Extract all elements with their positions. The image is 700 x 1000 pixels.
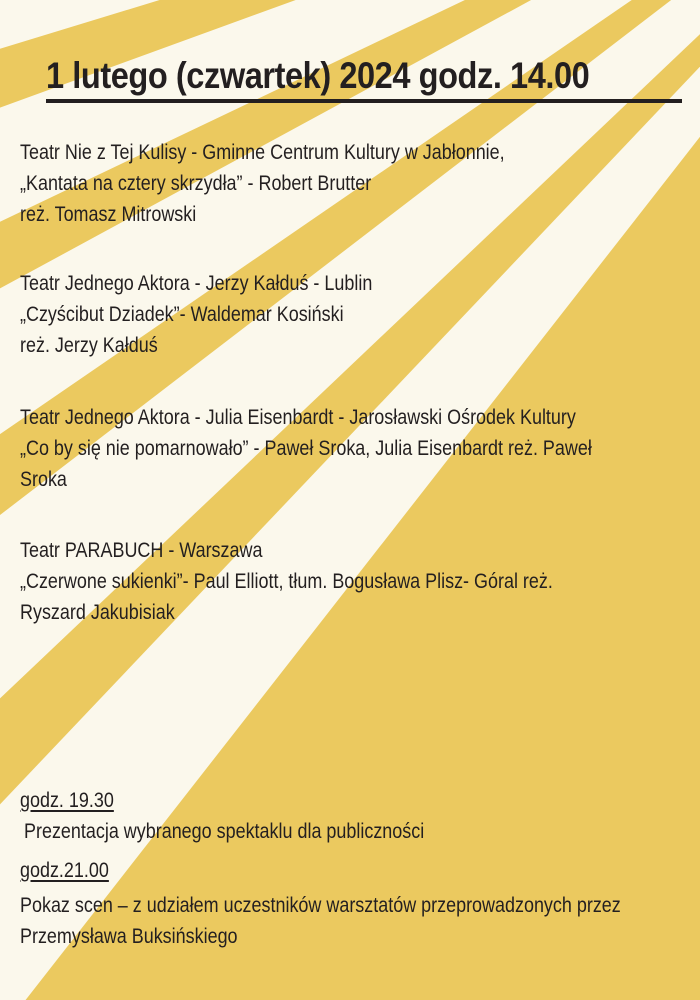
- performance-1-play: „Kantata na cztery skrzydła” - Robert Brutter: [20, 172, 372, 195]
- performance-1-director: reż. Tomasz Mitrowski: [20, 203, 197, 226]
- event-date-title: 1 lutego (czwartek) 2024 godz. 14.00: [46, 55, 590, 96]
- performance-3-director: Sroka: [20, 468, 67, 491]
- performance-2: [20, 268, 670, 361]
- performance-4-play: „Czerwone sukienki”- Paul Elliott, tłum. Bogusława Plisz- Góral reż.: [20, 570, 553, 593]
- schedule-description-2: Pokaz scen – z udziałem uczestników warsztatów przeprowadzonych przez: [20, 894, 621, 917]
- performance-2-director: reż. Jerzy Kałduś: [20, 334, 158, 357]
- schedule-time-2: godz.21.00: [20, 859, 109, 882]
- performance-4-theatre: Teatr PARABUCH - Warszawa: [20, 539, 263, 562]
- performance-1: [20, 137, 670, 230]
- performance-3-play: „Co by się nie pomarnowało” - Paweł Sroka, Julia Eisenbardt reż. Paweł: [20, 437, 592, 460]
- performance-3-theatre: Teatr Jednego Aktora - Julia Eisenbardt - Jarosławski Ośrodek Kultury: [20, 406, 576, 429]
- performance-2-play: „Czyścibut Dziadek”- Waldemar Kosiński: [20, 303, 344, 326]
- performance-2-theatre: Teatr Jednego Aktora - Jerzy Kałduś - Lublin: [20, 272, 373, 295]
- title-underline: [46, 99, 682, 103]
- schedule-time-1: godz. 19.30: [20, 789, 114, 812]
- performance-3: [20, 402, 670, 495]
- performance-1-theatre: Teatr Nie z Tej Kulisy - Gminne Centrum Kultury w Jabłonnie,: [20, 141, 505, 164]
- performance-4-director: Ryszard Jakubisiak: [20, 601, 175, 624]
- performance-4: [20, 535, 670, 628]
- schedule-description-2-cont: Przemysława Buksińskiego: [20, 925, 238, 948]
- schedule-description-1: Prezentacja wybranego spektaklu dla publiczności: [24, 820, 425, 843]
